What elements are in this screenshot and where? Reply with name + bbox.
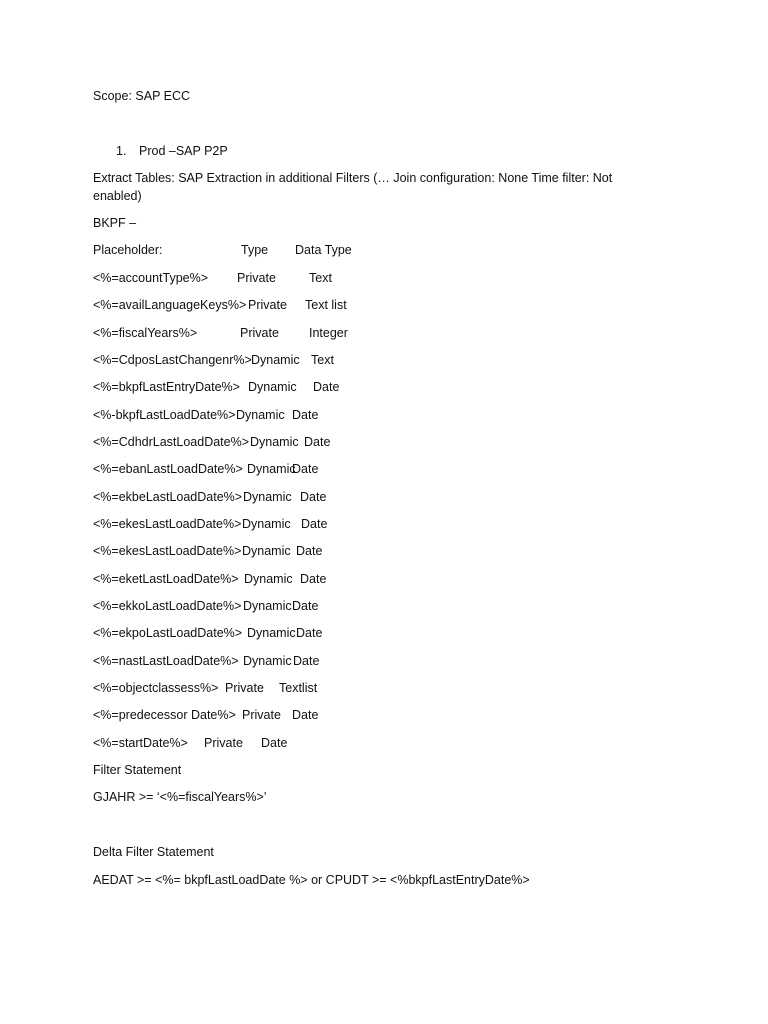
placeholder-data-type: Date: [292, 408, 319, 422]
placeholder-name: <%=objectclassess%>: [93, 681, 219, 695]
placeholder-type: Private: [225, 681, 264, 695]
placeholder-name: <%=CdhdrLastLoadDate%>: [93, 435, 250, 449]
placeholder-name: <%=availLanguageKeys%>: [93, 298, 247, 312]
header-data-type: Data Type: [295, 243, 352, 257]
extract-tables-line: Extract Tables: SAP Extraction in additional Filters (… Join configuration: None Time filter: Not enabled): [93, 171, 613, 203]
placeholder-data-type: Date: [293, 654, 320, 668]
placeholder-name: <%=bkpfLastEntryDate%>: [93, 380, 240, 394]
placeholder-data-type: Date: [296, 626, 323, 640]
placeholder-type: Dynamic: [243, 490, 292, 504]
placeholder-data-type: Date: [301, 517, 328, 531]
placeholder-name: <%=ebanLastLoadDate%>: [93, 462, 243, 476]
placeholder-type: Dynamic: [251, 353, 300, 367]
list-item-text: Prod –SAP P2P: [139, 144, 228, 158]
placeholder-data-type: Date: [300, 490, 327, 504]
delta-filter-label: Delta Filter Statement: [93, 845, 214, 859]
placeholder-data-type: Text list: [305, 298, 347, 312]
placeholder-name: <%=eketLastLoadDate%>: [93, 572, 239, 586]
placeholder-type: Private: [237, 271, 276, 285]
placeholder-type: Private: [242, 708, 281, 722]
placeholder-name: <%=ekesLastLoadDate%>: [93, 544, 242, 558]
filter-statement: GJAHR >= ‘<%=fiscalYears%>’: [93, 790, 267, 804]
placeholder-name: <%=fiscalYears%>: [93, 326, 198, 340]
placeholder-type: Dynamic: [243, 654, 292, 668]
placeholder-data-type: Date: [292, 462, 319, 476]
placeholder-type: Private: [248, 298, 287, 312]
placeholder-type: Dynamic: [243, 599, 292, 613]
placeholder-data-type: Text: [311, 353, 334, 367]
placeholder-type: Dynamic: [242, 544, 291, 558]
placeholder-data-type: Integer: [309, 326, 348, 340]
placeholder-data-type: Date: [300, 572, 327, 586]
placeholder-name: <%=ekbeLastLoadDate%>: [93, 490, 243, 504]
placeholder-data-type: Date: [292, 708, 319, 722]
placeholder-data-type: Date: [296, 544, 323, 558]
placeholder-name: <%=accountType%>: [93, 271, 209, 285]
placeholder-data-type: Date: [313, 380, 340, 394]
placeholder-name: <%=CdposLastChangenr%>: [93, 353, 252, 367]
list-number: 1.: [116, 144, 127, 158]
placeholder-type: Dynamic: [247, 462, 296, 476]
placeholder-type: Dynamic: [250, 435, 299, 449]
placeholder-type: Private: [240, 326, 279, 340]
placeholder-name: <%=nastLastLoadDate%>: [93, 654, 239, 668]
placeholder-type: Private: [204, 736, 243, 750]
placeholder-data-type: Date: [261, 736, 288, 750]
header-type: Type: [241, 243, 269, 257]
placeholder-type: Dynamic: [242, 517, 291, 531]
placeholder-type: Dynamic: [244, 572, 293, 586]
placeholder-name: <%=ekesLastLoadDate%>: [93, 517, 242, 531]
placeholder-name: <%=startDate%>: [93, 736, 188, 750]
bkpf-line: BKPF –: [93, 216, 137, 230]
header-placeholder: Placeholder:: [93, 243, 163, 257]
placeholder-name: <%=predecessor Date%>: [93, 708, 236, 722]
placeholder-name: <%-bkpfLastLoadDate%>: [93, 408, 236, 422]
delta-filter-statement: AEDAT >= <%= bkpfLastLoadDate %> or CPUDT >= <%bkpfLastEntryDate%>: [93, 873, 530, 887]
placeholder-type: Dynamic: [247, 626, 296, 640]
placeholder-data-type: Textlist: [279, 681, 318, 695]
placeholder-data-type: Text: [309, 271, 332, 285]
placeholder-data-type: Date: [304, 435, 331, 449]
placeholder-name: <%=ekkoLastLoadDate%>: [93, 599, 242, 613]
placeholder-type: Dynamic: [236, 408, 285, 422]
placeholder-type: Dynamic: [248, 380, 297, 394]
placeholder-name: <%=ekpoLastLoadDate%>: [93, 626, 243, 640]
scope-line: Scope: SAP ECC: [93, 89, 191, 103]
filter-statement-label: Filter Statement: [93, 763, 182, 777]
placeholder-data-type: Date: [292, 599, 319, 613]
